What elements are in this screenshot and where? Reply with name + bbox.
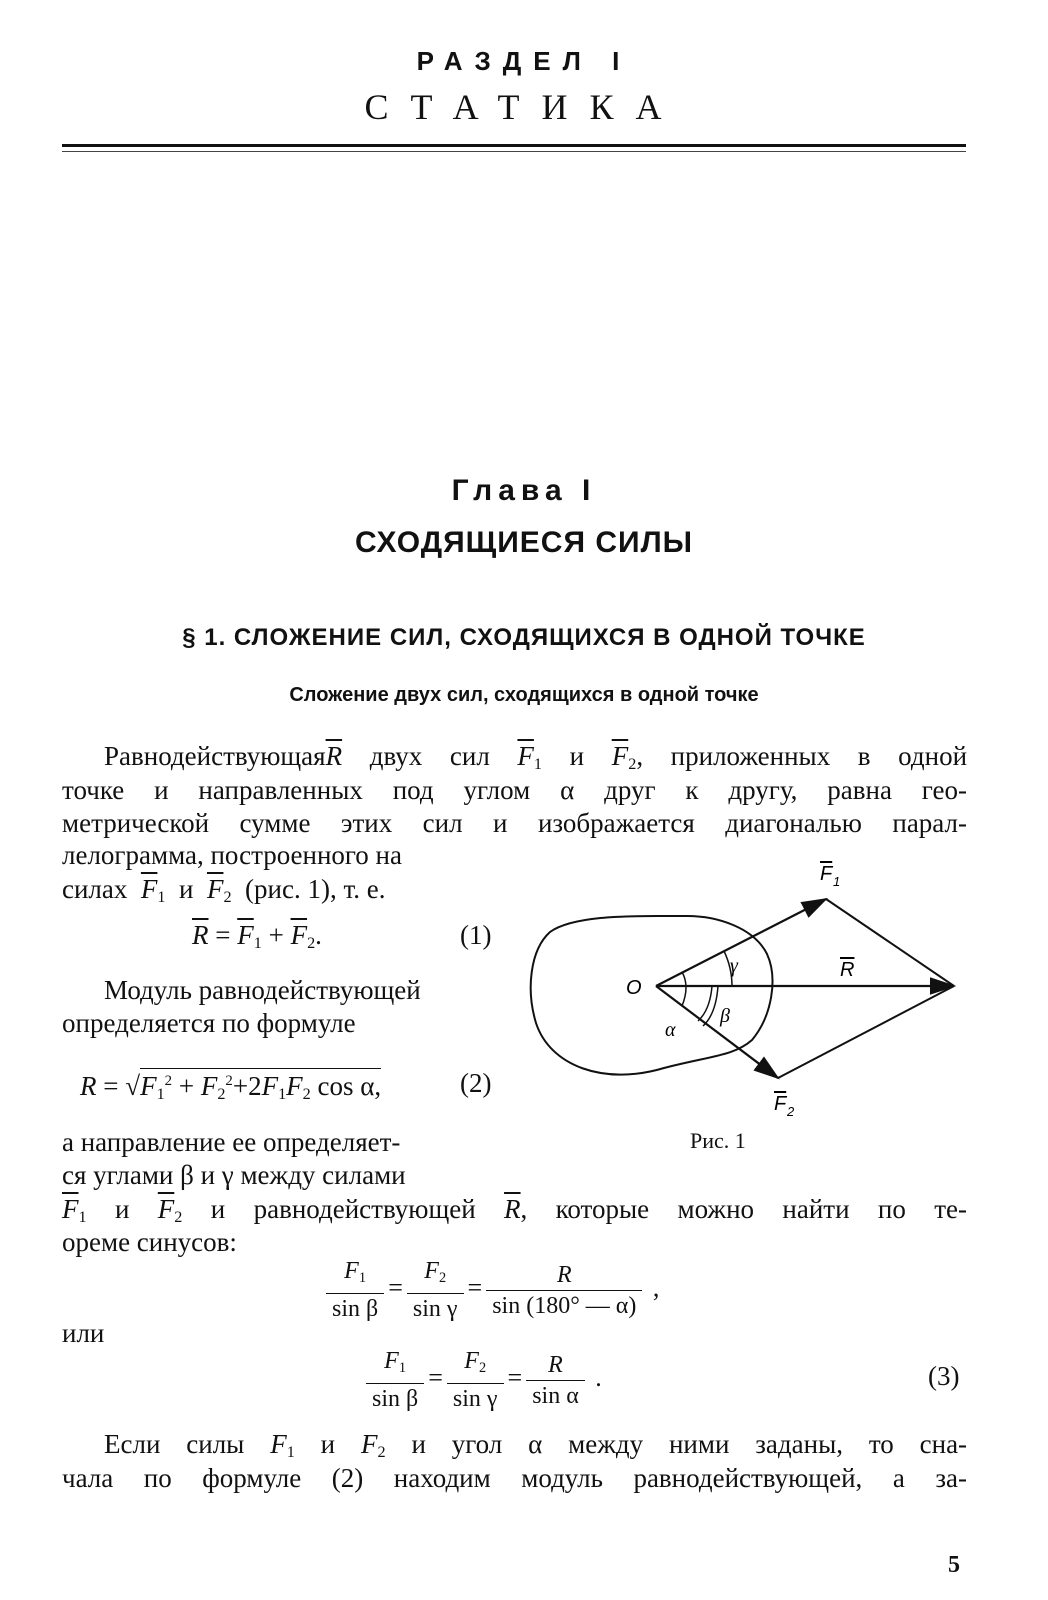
angle-alpha-arc <box>682 972 686 1006</box>
paragraph-line: $\overline{F}_1$ и $\overline{F}_2$ и равнодействующей $\overline{R}$, которые можно найти по те- <box>62 1194 967 1226</box>
label-o: O <box>626 977 642 999</box>
figure-caption: Рис. 1 <box>690 1128 746 1153</box>
figure-force-parallelogram <box>522 858 972 1128</box>
chapter-label: Глава I <box>451 474 597 507</box>
body-outline <box>531 916 773 1075</box>
equation-3-number: (3) <box>928 1361 960 1391</box>
label-gamma: γ <box>730 955 738 977</box>
equation-2-number: (2) <box>460 1068 492 1098</box>
paragraph-line: или <box>62 1318 105 1348</box>
equation-3: $\frac{F_1}{\text{sin β}}$ = $\frac{F_2}{\text{sin γ}}$ = $\frac{R}{\text{sin α}}$ . <box>362 1346 602 1414</box>
part-label: РАЗДЕЛ I <box>416 46 632 76</box>
paragraph-line: Модуль равнодействующей <box>104 975 421 1005</box>
label-f2: F <box>774 1093 787 1115</box>
paragraph-line: $Равнодействующая\overline{R}$ двух сил $\overline{F}_1$ и $\overline{F}_2$, приложенных в одной <box>104 741 968 773</box>
paragraph-line: силах $\overline{F}_1$ и $\overline{F}_2$ (рис. 1), т. е. <box>62 874 386 906</box>
paragraph-line: точке и направленных под углом α друг к другу, равна гео- <box>62 775 967 805</box>
paragraph-line: Если силы $F_1$ и $F_2$ и угол α между ними заданы, то сна- <box>104 1429 968 1461</box>
paragraph-line: лелограмма, построенного на <box>62 840 402 870</box>
chapter-title: СХОДЯЩИЕСЯ СИЛЫ <box>355 526 693 559</box>
subsection-title: Сложение двух сил, сходящихся в одной точке <box>289 684 759 706</box>
header-rule <box>62 144 966 147</box>
label-alpha: α <box>665 1019 676 1041</box>
label-f2-sub: 2 <box>787 1104 795 1119</box>
equation-2: $R = √F_1^2 + F_2^2+2F_1F_2$ cos α, <box>80 1066 381 1110</box>
paragraph-line: определяется по формуле <box>62 1008 356 1038</box>
paragraph-line: ся углами β и γ между силами <box>62 1160 406 1190</box>
part-title: СТАТИКА <box>364 87 684 127</box>
paragraph-line: а направление ее определяет- <box>62 1127 401 1157</box>
parallelogram-edge <box>778 986 954 1078</box>
paragraph-line: чала по формуле (2) находим модуль равнодействующей, а за- <box>62 1463 967 1493</box>
paragraph-line: ореме синусов: <box>62 1227 237 1257</box>
label-r: R <box>840 959 855 981</box>
angle-beta-arc <box>703 986 718 1026</box>
header-rule-thin <box>62 151 966 152</box>
page-number: 5 <box>948 1552 960 1578</box>
label-f1: F <box>820 863 833 885</box>
label-beta: β <box>720 1005 730 1027</box>
sine-theorem: $\frac{F_1}{\text{sin β}}$ = $\frac{F_2}{\text{sin γ}}$ = $\frac{R}{\sin (180^\circ — \alpha)}$ , <box>322 1256 659 1324</box>
force-f1-arrow <box>656 899 826 986</box>
label-f1-sub: 1 <box>833 874 841 889</box>
section-title: § 1. СЛОЖЕНИЕ СИЛ, СХОДЯЩИХСЯ В ОДНОЙ ТОЧКЕ <box>182 624 866 651</box>
equation-1: $\overline{R} = \overline{F}_1 + \overline{F}_2$. <box>192 920 322 952</box>
paragraph-line: метрической сумме этих сил и изображается диагональю парал- <box>62 808 967 838</box>
equation-1-number: (1) <box>460 920 492 950</box>
